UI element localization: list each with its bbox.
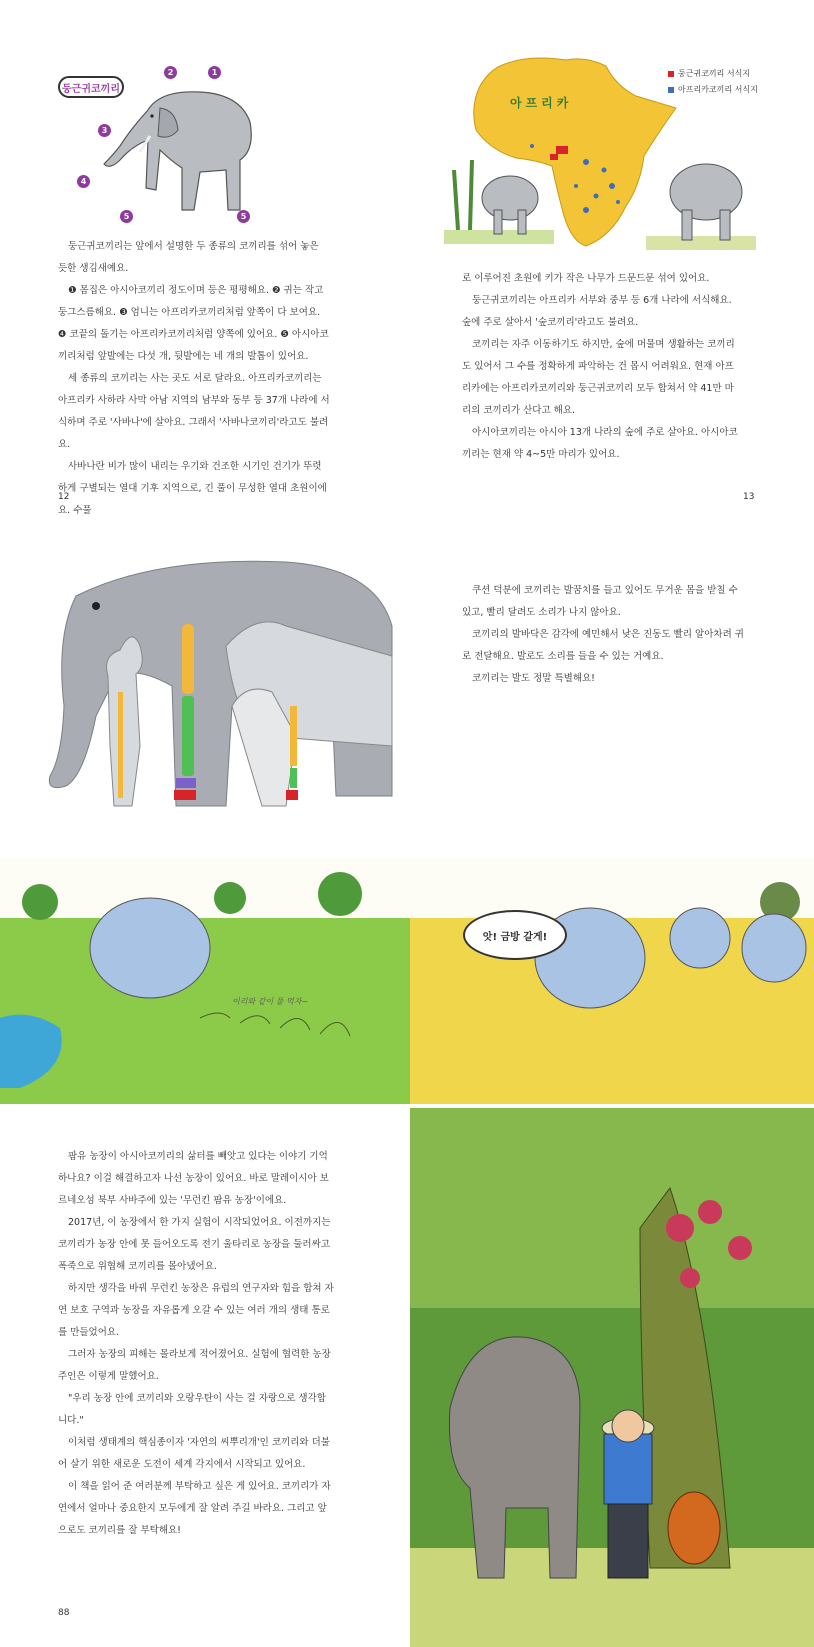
savanna-elephant-small — [646, 146, 756, 256]
marker-5-front: 5 — [120, 210, 133, 223]
marker-2: 2 — [164, 66, 177, 79]
spread-elephant-species — [0, 0, 814, 548]
paragraph: 쿠션 덕분에 코끼리는 발꿈치를 들고 있어도 무거운 몸을 받칠 수 있고, 빨리 달려도 소리가 나지 않아요. — [462, 585, 738, 618]
paragraph: 코끼리는 발도 정말 특별해요! — [472, 673, 595, 684]
handwritten-caption: 이리와 같이 풀 먹자~ — [232, 997, 309, 1006]
paragraph: 하지만 생각을 바꿔 무런킨 농장은 유럽의 연구자와 힘을 합쳐 자연 보호 구역과 농장을 자유롭게 오갈 수 있는 여러 개의 생태 통로를 만들었어요. — [58, 1283, 334, 1338]
paragraph: 팜유 농장이 아시아코끼리의 삶터를 빼앗고 있다는 이야기 기억하나요? 이걸 해결하고자 나선 농장이 있어요. 바로 말레이시아 보르네오섬 북부 사바주에 있는 '무런킨 팜유 농장'이에요. — [58, 1151, 329, 1206]
paragraph: 둥근귀코끼리는 앞에서 설명한 두 종류의 코끼리를 섞어 놓은 듯한 생김새예요. — [58, 241, 319, 274]
forest-elephant-small — [444, 150, 554, 250]
map-legend — [668, 66, 758, 98]
map-label: 아프리카 — [510, 96, 573, 110]
paragraph: 이처럼 생태계의 핵심종이자 '자연의 씨뿌리개'인 코끼리와 더불어 살기 위한 새로운 도전이 세계 각지에서 시작되고 있어요. — [58, 1437, 330, 1470]
page-number-88: 88 — [58, 1608, 70, 1618]
page-number-right: 13 — [743, 492, 755, 502]
legend-item-forest: 둥근귀코끼리 서식지 — [668, 66, 758, 82]
leg-skeleton-comparison — [36, 556, 412, 826]
paragraph: 2017년, 이 농장에서 한 가지 실험이 시작되었어요. 이전까지는 코끼리가 농장 안에 못 들어오도록 전기 울타리로 농장을 둘러싸고 폭죽으로 위협해 코끼리를 몰아냈어요. — [58, 1217, 331, 1272]
farm-story-text — [58, 1146, 334, 1542]
right-page-text — [462, 268, 742, 466]
paragraph: 그러자 농장의 피해는 몰라보게 적어졌어요. 실험에 협력한 농장 주인은 이렇게 말했어요. — [58, 1349, 331, 1382]
paragraph: 코끼리의 발바닥은 감각에 예민해서 낮은 진동도 빨리 알아차려 귀로 전달해요. 발로도 소리를 들을 수 있는 거예요. — [462, 629, 744, 662]
savanna-panorama — [0, 858, 814, 1104]
paragraph: 이 책을 읽어 준 여러분께 부탁하고 싶은 게 있어요. 코끼리가 자연에서 얼마나 중요한지 모두에게 잘 알려 주길 바라요. 그리고 앞으로도 코끼리를 잘 부탁해요! — [58, 1481, 331, 1536]
paragraph: 아시아코끼리는 아시아 13개 나라의 숲에 주로 살아요. 아시아코끼리는 현재 약 4~5만 마리가 있어요. — [462, 427, 738, 460]
marker-4: 4 — [77, 175, 90, 188]
marker-5-back: 5 — [237, 210, 250, 223]
legend-item-savanna: 아프리카코끼리 서식지 — [668, 82, 758, 98]
paragraph: 둥근귀코끼리는 아프리카 서부와 중부 등 6개 나라에 서식해요. 숲에 주로 살아서 '숲코끼리'라고도 불려요. — [462, 295, 732, 328]
paragraph: 코끼리는 자주 이동하기도 하지만, 숲에 머물며 생활하는 코끼리도 있어서 그 수를 정확하게 파악하는 건 몹시 어려워요. 현재 아프리카에는 아프리카코끼리와 둥근귀코끼리 모두 합쳐서 약 41만 마리의 코끼리가 산다고 해요. — [462, 339, 735, 416]
left-page-text — [58, 236, 330, 522]
speech-bubble: 앗! 금방 갈게! — [463, 910, 567, 960]
page-number-left: 12 — [58, 492, 70, 502]
marker-1: 1 — [208, 66, 221, 79]
paragraph: "우리 농장 안에 코끼리와 오랑우탄이 사는 걸 자랑으로 생각합니다." — [58, 1393, 326, 1426]
forest-elephant-illustration — [90, 60, 280, 230]
paragraph: ❶ 몸집은 아시아코끼리 정도이며 등은 평평해요. ❷ 귀는 작고 둥그스름해요. ❸ 엄니는 아프리카코끼리처럼 앞쪽이 다 보여요. ❹ 코끝의 돌기는 아프리카코끼리처럼 양쪽에 있어요. ❺ 아시아코끼리처럼 앞발에는 다섯 개, 뒷발에는 네 개의 발톱이 있어요. — [58, 285, 329, 362]
feet-text — [462, 580, 744, 690]
marker-3: 3 — [98, 124, 111, 137]
paragraph: 로 이루어진 초원에 키가 작은 나무가 드문드문 섞여 있어요. — [462, 273, 710, 284]
paragraph: 사바나란 비가 많이 내리는 우기와 건조한 시기인 건기가 뚜렷하게 구별되는 열대 기후 지역으로, 긴 풀이 무성한 열대 초원이에요. 수풀 — [58, 461, 327, 516]
species-badge: 둥근귀코끼리 — [58, 76, 124, 98]
palm-plantation-illustration — [410, 1108, 814, 1647]
paragraph: 세 종류의 코끼리는 사는 곳도 서로 달라요. 아프리카코끼리는 아프리카 사하라 사막 아남 지역의 남부와 동부 등 37개 나라에 서식하며 주로 '사바나'에 살아요. 그래서 '사바나코끼리'라고도 불려요. — [58, 373, 330, 450]
